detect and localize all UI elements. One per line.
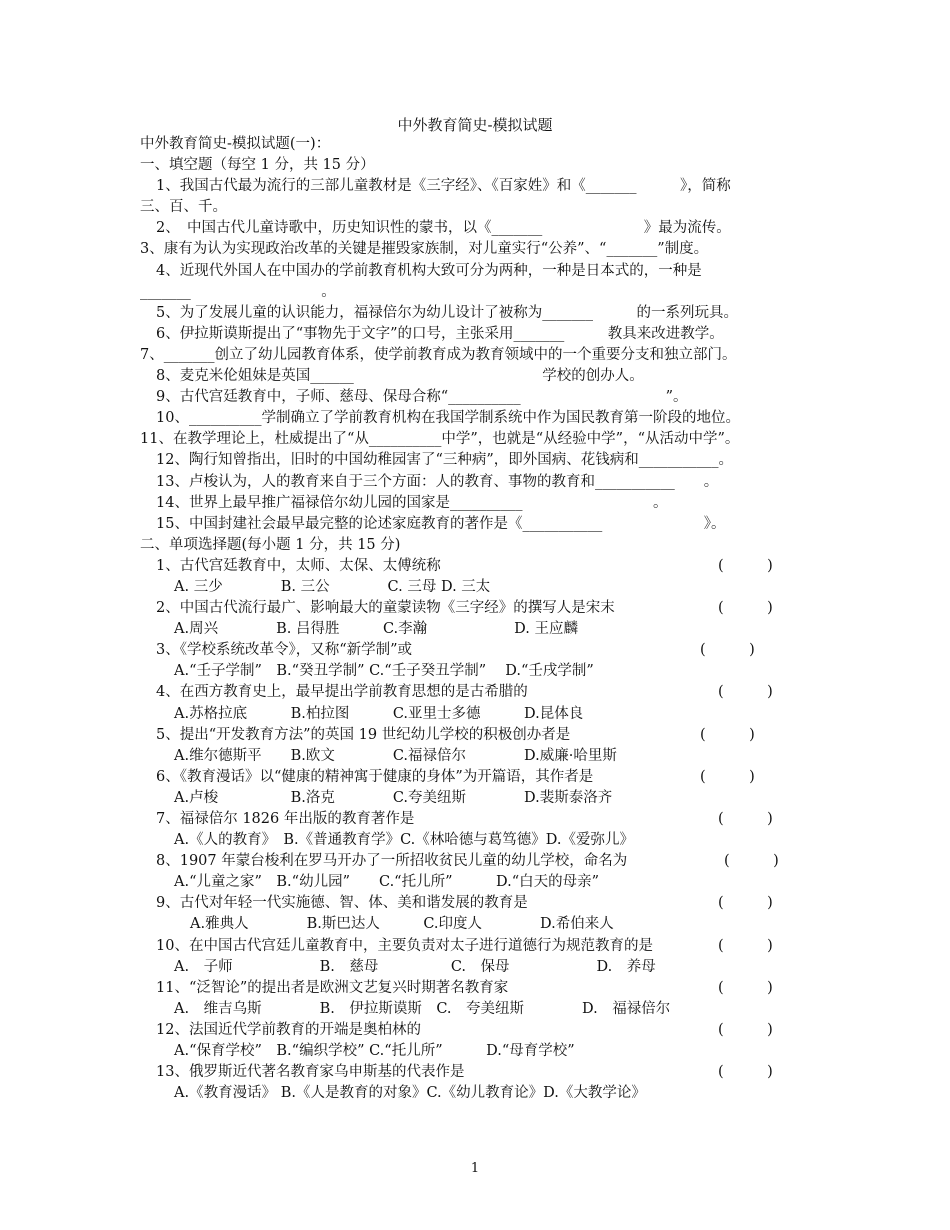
choice-options: A. 三少 B. 三公 C. 三母 D. 三太 — [174, 578, 491, 595]
section2-heading: 二、单项选择题(每小题 1 分，共 15 分) — [140, 536, 401, 553]
section1-heading: 一、填空题（每空 1 分，共 15 分） — [140, 157, 375, 174]
answer-bracket: ( ) — [718, 1021, 773, 1038]
choice-question — [140, 725, 820, 746]
answer-bracket: ( ) — [700, 768, 755, 785]
fill-question-line: 11、在教学理论上，杜威提出了“从__________中学”，也就是“从经验中学”，“从活动中学”。 — [140, 431, 740, 448]
choice-options: A.维尔德斯平 B.欧文 C.福禄倍尔 D.威廉·哈里斯 — [174, 747, 617, 764]
question-text: 8、1907 年蒙台梭利在罗马开办了一所招收贫民儿童的幼儿学校，命名为 — [156, 853, 628, 870]
answer-bracket: ( ) — [718, 1064, 773, 1081]
choice-question — [140, 1062, 820, 1083]
document-title: 中外教育简史-模拟试题 — [397, 116, 553, 134]
fill-question-line: _______ 。 — [140, 283, 336, 300]
choice-options: A.苏格拉底 B.柏拉图 C.亚里士多德 D.昆体良 — [174, 705, 584, 722]
answer-bracket: ( ) — [718, 979, 773, 996]
question-text: 10、在中国古代宫廷儿童教育中，主要负责对太子进行道德行为规范教育的是 — [156, 937, 653, 954]
answer-bracket: ( ) — [718, 811, 773, 827]
choice-question — [140, 640, 820, 661]
question-text: 9、古代对年轻一代实施德、智、体、美和谐发展的教育是 — [156, 895, 528, 912]
question-text: 11、“泛智论”的提出者是欧洲文艺复兴时期著名教育家 — [156, 979, 509, 996]
answer-bracket: ( ) — [724, 853, 779, 870]
choice-question — [140, 893, 820, 914]
fill-question-line: 15、中国封建社会最早最完整的论述家庭教育的著作是《___________ 》。 — [156, 515, 726, 532]
choice-options: A.“儿童之家” B.“幼儿园” C.“托儿所” D.“白天的母亲” — [174, 874, 600, 891]
fill-question-line: 5、为了发展儿童的认识能力，福禄倍尔为幼儿设计了被称为_______ 的一系列玩具。 — [156, 304, 738, 321]
answer-bracket: ( ) — [718, 684, 773, 701]
fill-question-line: 7、_______创立了幼儿园教育体系，使学前教育成为教育领域中的一个重要分支和独立部门。 — [140, 346, 737, 363]
question-text: 1、古代宫廷教育中，太师、太保、太傅统称 — [156, 557, 441, 574]
choice-options: A.雅典人 B.斯巴达人 C.印度人 D.希伯来人 — [190, 916, 614, 933]
choice-options: A.卢梭 B.洛克 C.夸美纽斯 D.裴斯泰洛齐 — [174, 789, 613, 806]
page-number: 1 — [470, 1161, 480, 1176]
exam-subtitle: 中外教育简史-模拟试题(一)： — [140, 136, 331, 152]
choice-options: A.《人的教育》 B.《普通教育学》C.《林哈德与葛笃德》D.《爱弥儿》 — [174, 832, 634, 849]
answer-bracket: ( ) — [718, 895, 773, 912]
choice-options: A.周兴 B. 吕得胜 C.李瀚 D. 王应麟 — [174, 621, 578, 638]
question-text: 6、《教育漫话》以“健康的精神寓于健康的身体”为开篇语，其作者是 — [156, 768, 594, 785]
choice-options: A.“保育学校” B.“编织学校” C.“托儿所” D.“母育学校” — [174, 1043, 575, 1060]
fill-question-line: 9、古代宫廷教育中，子师、慈母、保母合称“__________ ”。 — [156, 389, 688, 406]
choice-question — [140, 1020, 820, 1041]
choice-question — [140, 936, 820, 957]
choice-question — [140, 978, 820, 999]
choice-question — [140, 598, 820, 619]
question-text: 12、法国近代学前教育的开端是奥柏林的 — [156, 1021, 421, 1038]
fill-question-line: 13、卢梭认为，人的教育来自于三个方面：人的教育、事物的教育和___________ 。 — [156, 473, 719, 490]
fill-question-line: 6、伊拉斯谟斯提出了“事物先于文字”的口号，主张采用_______ 教具来改进教学。 — [156, 325, 724, 342]
choice-question — [140, 809, 820, 830]
question-text: 4、在西方教育史上，最早提出学前教育思想的是古希腊的 — [156, 684, 528, 701]
fill-question-line: 3、康有为认为实现政治改革的关键是摧毁家族制，对儿童实行“公养”、“_______”制度。 — [140, 241, 709, 258]
answer-bracket: ( ) — [700, 726, 755, 743]
choice-options: A. 维吉乌斯 B. 伊拉斯谟斯 C. 夸美纽斯 D. 福禄倍尔 — [174, 1000, 671, 1017]
question-text: 7、福禄倍尔 1826 年出版的教育著作是 — [156, 811, 415, 827]
fill-question-line: 14、世界上最早推广福禄倍尔幼儿园的国家是__________ 。 — [156, 494, 668, 511]
answer-bracket: ( ) — [718, 557, 773, 574]
choice-question — [140, 767, 820, 788]
exam-body — [140, 134, 820, 1104]
question-text: 2、中国古代流行最广、影响最大的童蒙读物《三字经》的撰写人是宋末 — [156, 600, 615, 617]
choice-options: A.“壬子学制” B.“癸丑学制” C.“壬子癸丑学制” D.“壬戌学制” — [174, 663, 594, 680]
fill-question-line: 12、陶行知曾指出，旧时的中国幼稚园害了“三种病”，即外国病、花钱病和___________。 — [156, 452, 734, 469]
question-text: 3、《学校系统改革令》，又称“新学制”或 — [156, 642, 413, 659]
question-text: 13、俄罗斯近代著名教育家乌申斯基的代表作是 — [156, 1064, 465, 1081]
choice-options: A.《教育漫话》 B.《人是教育的对象》C.《幼儿教育论》D.《大教学论》 — [174, 1085, 646, 1102]
choice-options: A. 子师 B. 慈母 C. 保母 D. 养母 — [174, 958, 656, 975]
choice-question — [140, 682, 820, 703]
fill-question-line: 三、百、千。 — [140, 199, 227, 216]
choice-question — [140, 556, 820, 577]
answer-bracket: ( ) — [718, 600, 773, 617]
answer-bracket: ( ) — [700, 642, 755, 659]
fill-question-line: 8、麦克米伦姐妹是英国______ 学校的创办人。 — [156, 368, 644, 385]
fill-question-line: 10、__________学制确立了学前教育机构在我国学制系统中作为国民教育第一阶段的地位。 — [156, 410, 740, 427]
fill-question-line: 1、我国古代最为流行的三部儿童教材是《三字经》、《百家姓》和《_______ 》，简称 — [156, 178, 731, 195]
fill-question-line: 2、 中国古代儿童诗歌中，历史知识性的蒙书，以《_______ 》最为流传。 — [156, 220, 731, 237]
choice-question — [140, 851, 820, 872]
answer-bracket: ( ) — [718, 937, 773, 954]
question-text: 5、提出“开发教育方法”的英国 19 世纪幼儿学校的积极创办者是 — [156, 726, 571, 743]
fill-question-line: 4、近现代外国人在中国办的学前教育机构大致可分为两种，一种是日本式的，一种是 — [156, 262, 702, 279]
